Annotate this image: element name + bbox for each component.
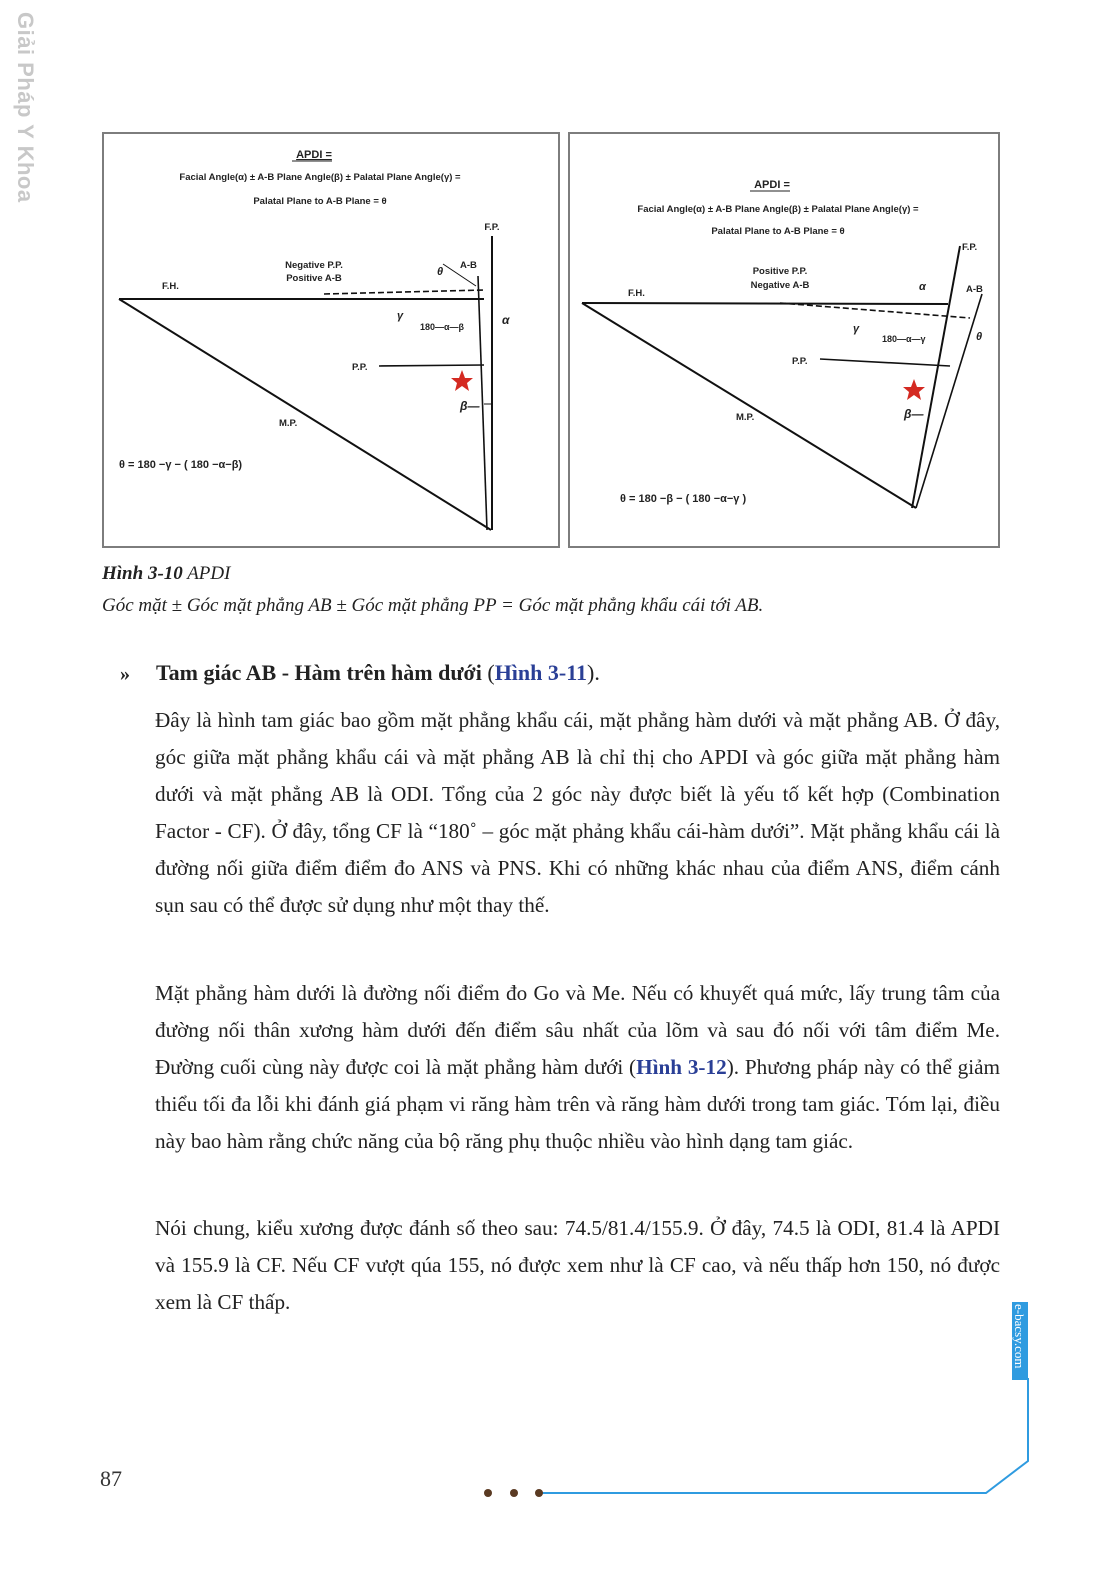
figure-title: APDI	[182, 563, 231, 584]
label-gamma: γ	[853, 323, 860, 335]
label-mp: M.P.	[279, 418, 298, 429]
side-title-text: Giải Pháp Y Khoa	[13, 12, 38, 203]
paragraph-3: Nói chung, kiểu xương được đánh số theo sau: 74.5/81.4/155.9. Ở đây, 74.5 là ODI, 81.4 là APDI và 155.9 là CF. Nếu CF vượt qúa 155, nó được xem như là CF cao, và nếu thấp hơn 150, nó được xem là CF thấp.	[155, 1216, 1000, 1314]
label-pp: P.P.	[792, 356, 808, 367]
paragraph-1: Đây là hình tam giác bao gồm mặt phẳng khẩu cái, mặt phẳng hàm dưới và mặt phẳng AB. Ở đây, góc giữa mặt phẳng khẩu cái và mặt phẳng AB là chỉ thị cho APDI và góc giữa mặt phẳng hàm dưới và mặt phẳng AB là ODI. Tổng của 2 góc này được biết là yếu tố kết hợp (Combination Factor - CF). Ở đây, tổng CF là “180˚ – góc mặt phảng khẩu cái-hàm dưới”. Mặt phẳng khẩu cái là đường nối giữa điểm điểm đo ANS và PNS. Khi có những khác nhau của điểm ANS, điểm cánh sụn sau có thể được sử dụng như một thay thế.	[155, 708, 1000, 917]
label-ab: A-B	[460, 260, 477, 271]
figure-caption-title	[102, 563, 230, 585]
paragraph-2-text-a: Mặt phẳng hàm dưới là đường nối điểm đo Go và Me. Nếu có khuyết quá mức, lấy trung tâm của đường nối thân xương hàm dưới đến điểm sâu nhất của lõm và sau đó nối với tâm điểm Me. Đường cuối cùng này được coi là mặt phẳng hàm dưới (	[155, 981, 1000, 1079]
dot-icon	[510, 1489, 518, 1497]
star-icon	[451, 370, 473, 391]
apdi-diagram-left	[104, 134, 558, 546]
label-alpha: α	[502, 313, 510, 327]
formula-line2: Palatal Plane to A-B Plane = θ	[711, 226, 845, 237]
dot-icon	[535, 1489, 543, 1497]
label-gamma: γ	[397, 310, 404, 322]
apdi-diagram-right	[570, 134, 998, 546]
label-note2: Positive A-B	[286, 273, 342, 284]
label-ab: A-B	[966, 284, 983, 295]
diagram-title: APDI =	[296, 149, 332, 161]
label-angle: 180—α—γ	[882, 334, 926, 344]
running-side-title	[4, 12, 38, 203]
label-theta: θ	[437, 266, 444, 278]
figure-label: Hình 3-10	[102, 563, 183, 584]
label-fp: F.P.	[962, 242, 978, 253]
watermark-badge	[1012, 1302, 1028, 1380]
paragraph-2-text-b: ). Phương pháp này có thể giảm thiểu tối đa lỗi khi đánh giá phạm vi răng hàm trên và răng hàm dưới trong tam giác. Tóm lại, điều này bao hàm rằng chức năng của bộ răng phụ thuộc nhiều vào hình dạng tam giác.	[155, 1055, 1000, 1153]
figure-apdi-right	[568, 132, 1000, 548]
label-note2: Negative A-B	[750, 280, 810, 291]
figure-apdi-left	[102, 132, 560, 548]
footer-accent-line	[540, 1376, 1040, 1501]
section-heading-text: Tam giác AB - Hàm trên hàm dưới	[156, 660, 482, 685]
dot-icon	[484, 1489, 492, 1497]
ref-open: (	[481, 660, 495, 685]
diagram-title: APDI =	[754, 179, 790, 191]
formula-line1: Facial Angle(α) ± A-B Plane Angle(β) ± Palatal Plane Angle(γ) =	[179, 172, 461, 183]
equation: θ = 180 −β − ( 180 −α−γ )	[620, 493, 747, 505]
label-fp: F.P.	[484, 222, 500, 233]
bullet-icon: »	[120, 663, 130, 685]
label-alpha: α	[919, 281, 926, 293]
label-fh: F.H.	[628, 288, 645, 299]
label-pp: P.P.	[352, 362, 368, 373]
equation: θ = 180 −γ − ( 180 −α−β)	[119, 459, 243, 471]
label-beta: β—	[904, 407, 924, 421]
label-note1: Negative P.P.	[285, 260, 343, 271]
section-heading	[120, 660, 600, 686]
label-note1: Positive P.P.	[752, 266, 808, 277]
label-fh: F.H.	[162, 281, 179, 292]
label-theta: θ	[976, 331, 983, 343]
label-beta: β—	[460, 399, 480, 413]
label-angle: 180—α—β	[420, 322, 465, 332]
paragraph-2	[155, 975, 1000, 1160]
figure-ref-link-3-12[interactable]: Hình 3-12	[636, 1055, 727, 1079]
figure-caption-description: Góc mặt ± Góc mặt phẳng AB ± Góc mặt phẳng PP = Góc mặt phẳng khẩu cái tới AB.	[102, 595, 764, 616]
page-number: 87	[100, 1466, 122, 1491]
formula-line1: Facial Angle(α) ± A-B Plane Angle(β) ± Palatal Plane Angle(γ) =	[637, 204, 919, 215]
ref-close: ).	[587, 660, 600, 685]
figure-ref-link-3-11[interactable]: Hình 3-11	[494, 660, 587, 685]
star-icon	[903, 379, 925, 400]
watermark-text: e-bacsy.com	[1012, 1304, 1027, 1369]
label-mp: M.P.	[736, 412, 755, 423]
formula-line2: Palatal Plane to A-B Plane = θ	[253, 196, 387, 207]
